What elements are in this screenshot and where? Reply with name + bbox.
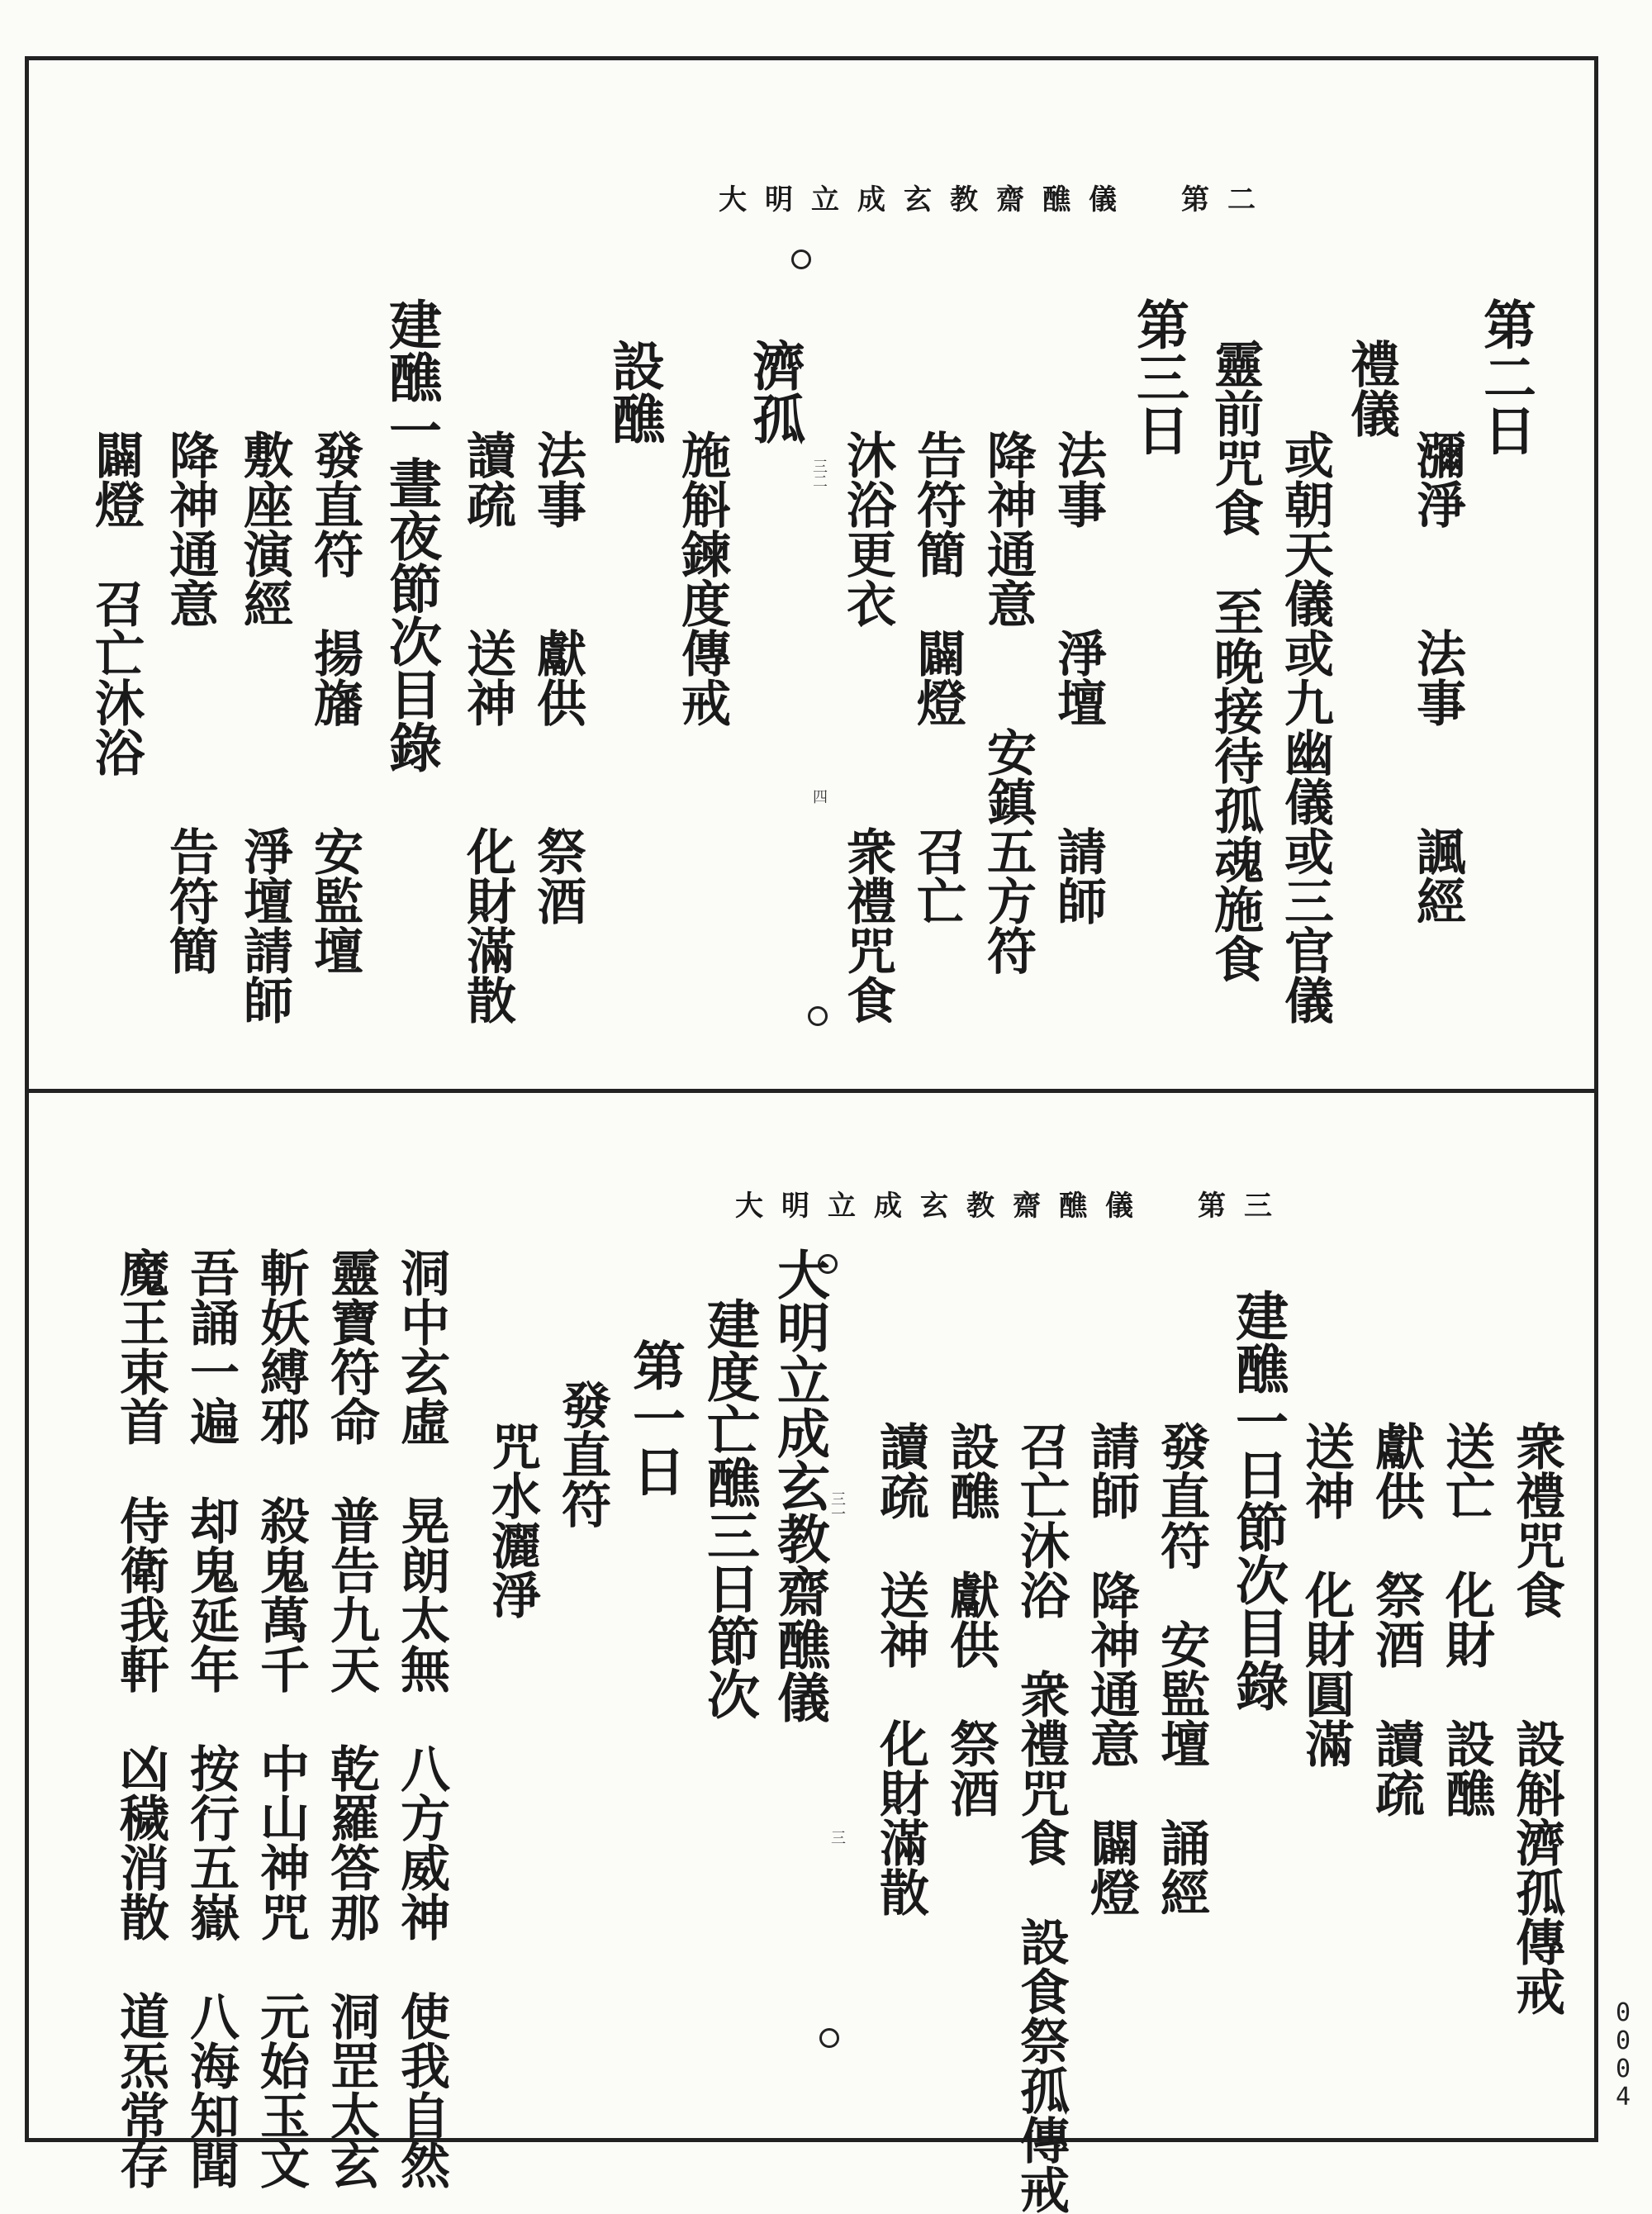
text-column: 法事 獻供 祭酒 (529, 430, 586, 925)
page-number-digit: 0 (1615, 1998, 1631, 2027)
text-column: 敷座演經 淨壇請師 (235, 430, 293, 1024)
text-column: 設醮 獻供 祭酒 (942, 1421, 999, 1817)
margin-note: 三一 (828, 1491, 846, 1521)
binding-circle-mark (808, 1006, 828, 1026)
text-column: 讀疏 送神 化財滿散 (458, 430, 516, 1024)
running-header: 大明立成玄教齋醮儀 第三 (735, 1190, 1290, 1223)
text-column: 建度亡醮三日節次 (698, 1297, 760, 1720)
text-column: 闢燈 召亡沐浴 (87, 430, 145, 777)
text-column: 或朝天儀或九幽儀或三官儀 (1276, 430, 1334, 1024)
text-column: 第二日 (1474, 297, 1536, 456)
text-column: 沐浴更衣 衆禮咒食 (838, 430, 896, 1024)
text-column: 靈寶符命 普告九天 乾羅答那 洞罡太玄 (322, 1247, 380, 2189)
text-column: 建醮一晝夜節次目錄 (380, 297, 442, 773)
page-number-digit: 0 (1615, 2055, 1631, 2083)
text-column: 請師 降神通意 闢燈 (1082, 1421, 1140, 1917)
text-column: 第三日 (1127, 297, 1189, 456)
text-column: 發直符 揚旛 安監壇 (306, 430, 363, 975)
text-column: 讀疏 送神 化財滿散 (871, 1421, 929, 1917)
text-column: 設醮 (603, 339, 665, 444)
text-column: 告符簡 闢燈 召亡 (909, 430, 966, 925)
text-column: 靈前咒食 至晚接待孤魂施食 (1206, 339, 1264, 983)
text-column: 建醮一日節次目錄 (1227, 1289, 1289, 1712)
panel-divider (25, 1089, 1598, 1093)
binding-circle-mark (819, 2028, 839, 2048)
text-column: 降神通意 告符簡 (161, 430, 219, 975)
binding-circle-mark (791, 249, 811, 269)
text-column: 吾誦一遍 却鬼延年 按行五嶽 八海知聞 (182, 1247, 240, 2189)
running-header: 大明立成玄教齋醮儀 第二 (719, 183, 1274, 216)
text-column: 發直符 安監壇 誦經 (1152, 1421, 1210, 1917)
text-column: 發直符 (553, 1380, 611, 1528)
text-column: 瀰淨 法事 諷經 (1408, 430, 1466, 925)
text-column: 第一日 (624, 1338, 686, 1497)
text-column: 降神通意 安鎮五方符 (979, 430, 1037, 975)
text-column: 衆禮咒食 設斛濟孤傳戒 (1507, 1421, 1565, 2016)
text-column: 法事 淨壇 請師 (1049, 430, 1107, 925)
margin-note: 四 (810, 789, 828, 804)
text-column: 斬妖縛邪 殺鬼萬千 中山神咒 元始玉文 (252, 1247, 310, 2189)
text-column: 送神 化財圓滿 (1297, 1421, 1355, 1768)
margin-note: 三二 (810, 458, 828, 488)
text-column: 召亡沐浴 衆禮咒食 設食祭孤傳戒 (1012, 1421, 1070, 2214)
text-column: 大明立成玄教齋醮儀 (768, 1247, 830, 1723)
text-column: 咒水灑淨 (483, 1421, 541, 1619)
text-column: 濟孤 (743, 339, 805, 444)
margin-note: 三 (828, 1830, 846, 1845)
text-column: 送亡 化財 設醮 (1437, 1421, 1495, 1817)
text-column: 獻供 祭酒 讀疏 (1367, 1421, 1425, 1817)
text-column: 禮儀 (1342, 339, 1400, 438)
text-column: 魔王束首 侍衛我軒 凶穢消散 道炁常存 (112, 1247, 169, 2189)
page-number-digit: 0 (1615, 2026, 1631, 2055)
text-column: 洞中玄虛 晃朗太無 八方威神 使我自然 (392, 1247, 450, 2189)
page-number-digit: 4 (1615, 2083, 1631, 2112)
text-column: 施斛鍊度傳戒 (673, 430, 731, 727)
page-number (1611, 1999, 1635, 2112)
